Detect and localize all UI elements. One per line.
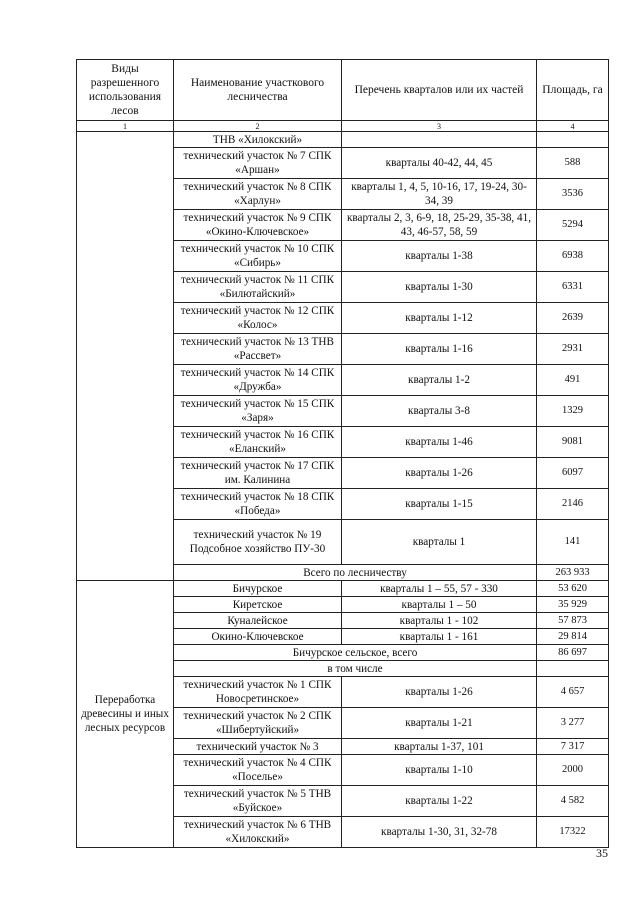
district-name: технический участок № 10 СПК «Сибирь» (174, 241, 342, 272)
district-name: технический участок № 15 СПК «Заря» (174, 396, 342, 427)
empty-cell (537, 132, 609, 148)
empty-cell (537, 661, 609, 677)
blocks-list: кварталы 1-21 (342, 708, 537, 739)
table-header-row (77, 60, 609, 121)
blocks-list: кварталы 1-10 (342, 755, 537, 786)
blocks-list: кварталы 1-38 (342, 241, 537, 272)
including-label: в том числе (174, 661, 537, 677)
area-value: 57 873 (537, 613, 609, 629)
area-value: 4 582 (537, 786, 609, 817)
blocks-list: кварталы 1-26 (342, 677, 537, 708)
blocks-list: кварталы 1 – 50 (342, 597, 537, 613)
district-name: Куналейское (174, 613, 342, 629)
subtotal-label: Бичурское сельское, всего (174, 645, 537, 661)
blocks-list: кварталы 1-2 (342, 365, 537, 396)
header-district-name: Наименование участкового лесничества (174, 60, 342, 121)
header-use-type: Виды разрешенного использования лесов (77, 60, 174, 121)
area-value: 6938 (537, 241, 609, 272)
area-value: 491 (537, 365, 609, 396)
district-name: технический участок № 1 СПК Новосретинское» (174, 677, 342, 708)
district-name: технический участок № 3 (174, 739, 342, 755)
empty-cell (342, 132, 537, 148)
blocks-list: кварталы 1-26 (342, 458, 537, 489)
total-label: Всего по лесничеству (174, 565, 537, 581)
blocks-list: кварталы 1-30 (342, 272, 537, 303)
blocks-list: кварталы 1-15 (342, 489, 537, 520)
area-value: 5294 (537, 210, 609, 241)
district-name: технический участок № 11 СПК «Билютайский» (174, 272, 342, 303)
blocks-list: кварталы 1 – 55, 57 - 330 (342, 581, 537, 597)
blocks-list: кварталы 1-12 (342, 303, 537, 334)
area-value: 3536 (537, 179, 609, 210)
district-name: технический участок № 9 СПК «Окино-Ключевское» (174, 210, 342, 241)
column-index: 3 (342, 121, 537, 132)
district-name: технический участок № 17 СПК им. Калинина (174, 458, 342, 489)
district-name: технический участок № 8 СПК «Харлун» (174, 179, 342, 210)
area-value: 1329 (537, 396, 609, 427)
section-title-row (77, 132, 609, 148)
subtotal-value: 86 697 (537, 645, 609, 661)
use-type-cell: Переработка древесины и иных лесных ресурсов (77, 581, 174, 848)
blocks-list: кварталы 1-37, 101 (342, 739, 537, 755)
district-name: технический участок № 14 СПК «Дружба» (174, 365, 342, 396)
area-value: 6097 (537, 458, 609, 489)
blocks-list: кварталы 1 - 102 (342, 613, 537, 629)
district-name: технический участок № 6 ТНВ «Хилокский» (174, 817, 342, 848)
area-value: 4 657 (537, 677, 609, 708)
forest-use-table (76, 59, 609, 848)
blocks-list: кварталы 40-42, 44, 45 (342, 148, 537, 179)
blocks-list: кварталы 1-30, 31, 32-78 (342, 817, 537, 848)
column-index: 2 (174, 121, 342, 132)
area-value: 588 (537, 148, 609, 179)
district-row (77, 581, 609, 597)
district-name: Бичурское (174, 581, 342, 597)
area-value: 6331 (537, 272, 609, 303)
column-index: 4 (537, 121, 609, 132)
district-name: Окино-Ключевское (174, 629, 342, 645)
area-value: 2639 (537, 303, 609, 334)
column-index: 1 (77, 121, 174, 132)
area-value: 2931 (537, 334, 609, 365)
district-name: технический участок № 4 СПК «Поселье» (174, 755, 342, 786)
blocks-list: кварталы 1 (342, 520, 537, 565)
blocks-list: кварталы 1-16 (342, 334, 537, 365)
district-name: технический участок № 12 СПК «Колос» (174, 303, 342, 334)
header-area: Площадь, га (537, 60, 609, 121)
district-name: технический участок № 19 Подсобное хозяйство ПУ-30 (174, 520, 342, 565)
section-title: ТНВ «Хилокский» (174, 132, 342, 148)
area-value: 9081 (537, 427, 609, 458)
area-value: 17322 (537, 817, 609, 848)
district-name: технический участок № 16 СПК «Еланский» (174, 427, 342, 458)
district-name: технический участок № 2 СПК «Шибертуйский» (174, 708, 342, 739)
area-value: 53 620 (537, 581, 609, 597)
blocks-list: кварталы 3-8 (342, 396, 537, 427)
district-name: Киретское (174, 597, 342, 613)
blocks-list: кварталы 1-46 (342, 427, 537, 458)
district-name: технический участок № 5 ТНВ «Буйское» (174, 786, 342, 817)
blocks-list: кварталы 1, 4, 5, 10-16, 17, 19-24, 30-34, 39 (342, 179, 537, 210)
column-index-row (77, 121, 609, 132)
area-value: 2146 (537, 489, 609, 520)
page-number: 35 (596, 846, 608, 860)
header-blocks: Перечень кварталов или их частей (342, 60, 537, 121)
area-value: 3 277 (537, 708, 609, 739)
district-name: технический участок № 18 СПК «Победа» (174, 489, 342, 520)
area-value: 29 814 (537, 629, 609, 645)
blocks-list: кварталы 1-22 (342, 786, 537, 817)
use-type-cell-empty (77, 132, 174, 581)
blocks-list: кварталы 2, 3, 6-9, 18, 25-29, 35-38, 41, 43, 46-57, 58, 59 (342, 210, 537, 241)
area-value: 35 929 (537, 597, 609, 613)
area-value: 141 (537, 520, 609, 565)
area-value: 2000 (537, 755, 609, 786)
district-name: технический участок № 7 СПК «Аршан» (174, 148, 342, 179)
total-value: 263 933 (537, 565, 609, 581)
blocks-list: кварталы 1 - 161 (342, 629, 537, 645)
area-value: 7 317 (537, 739, 609, 755)
district-name: технический участок № 13 ТНВ «Рассвет» (174, 334, 342, 365)
